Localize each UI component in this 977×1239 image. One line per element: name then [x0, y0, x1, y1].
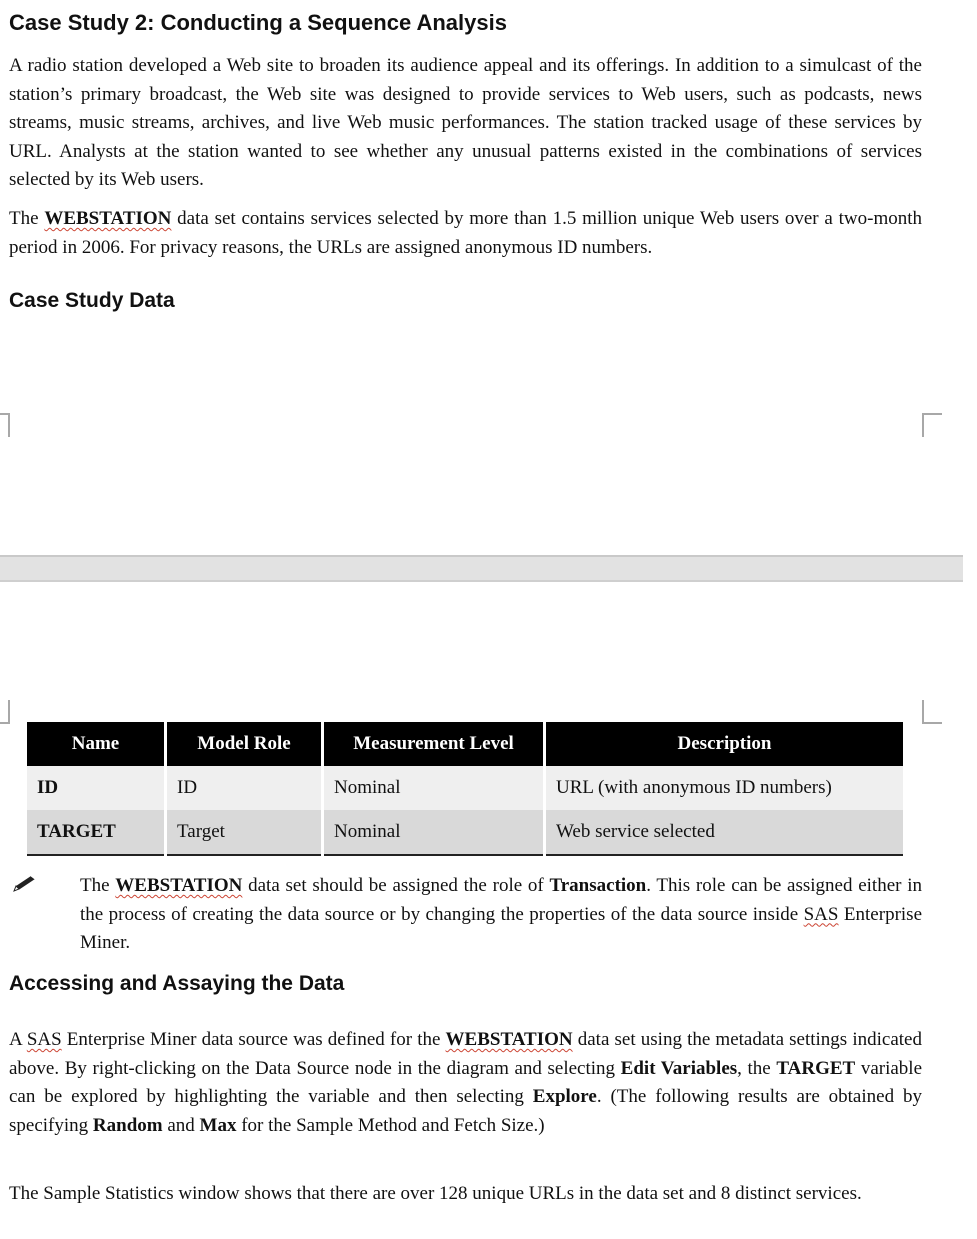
column-header: Measurement Level	[323, 722, 545, 766]
table-cell: Nominal	[323, 810, 545, 855]
table-cell: URL (with anonymous ID numbers)	[545, 766, 904, 810]
table-cell: ID	[166, 766, 323, 810]
dataset-name: WEBSTATION	[44, 208, 172, 229]
table-row	[27, 810, 903, 855]
heading-case-study-2: Case Study 2: Conducting a Sequence Analysis	[9, 10, 507, 35]
paragraph-intro: A radio station developed a Web site to broaden its audience appeal and its offerings. In addition to a simulcast of the station’s primary broadcast, the Web site was designed to provide services to Web users, such as podcasts, news streams, music streams, archives, and live Web music performances. The station tracked usage of these services by URL. Analysts at the station wanted to see whether any unusual patterns existed in the combinations of services selected by its Web users.	[9, 55, 922, 190]
table-cell: Web service selected	[545, 810, 904, 855]
margin-corner-mark	[0, 413, 10, 437]
column-header: Description	[545, 722, 904, 766]
column-header: Name	[27, 722, 166, 766]
paragraph-sample-statistics: The Sample Statistics window shows that there are over 128 unique URLs in the data set and 8 distinct services.	[9, 1183, 862, 1204]
note-paragraph: The WEBSTATION data set should be assigned the role of Transaction. This role can be assigned either in the process of creating the data source or by changing the properties of the data source inside SAS Enterprise Miner.	[80, 875, 922, 953]
table-row	[27, 766, 903, 810]
heading-case-study-data: Case Study Data	[9, 289, 175, 312]
paragraph-dataset: The WEBSTATION data set contains services selected by more than 1.5 million unique Web users over a two-month period in 2006. For privacy reasons, the URLs are assigned anonymous ID numbers.	[9, 208, 922, 258]
page-break-gap	[0, 555, 963, 582]
table-cell: ID	[27, 766, 166, 810]
table-header-row	[27, 722, 903, 766]
window-edge	[963, 0, 977, 1239]
metadata-table	[27, 722, 903, 856]
paragraph-accessing: A SAS Enterprise Miner data source was defined for the WEBSTATION data set using the metadata settings indicated above. By right-clicking on the Data Source node in the diagram and selecting Edit Variables, the TARGET variable can be explored by highlighting the variable and then selecting Explore. (The following results are obtained by specifying Random and Max for the Sample Method and Fetch Size.)	[9, 1029, 923, 1136]
table-cell: TARGET	[27, 810, 166, 855]
margin-corner-mark	[922, 700, 942, 724]
table-cell: Target	[166, 810, 323, 855]
heading-accessing-data: Accessing and Assaying the Data	[9, 972, 345, 995]
margin-corner-mark	[0, 700, 10, 724]
table-cell: Nominal	[323, 766, 545, 810]
column-header: Model Role	[166, 722, 323, 766]
pencil-icon	[11, 874, 39, 894]
margin-corner-mark	[922, 413, 942, 437]
